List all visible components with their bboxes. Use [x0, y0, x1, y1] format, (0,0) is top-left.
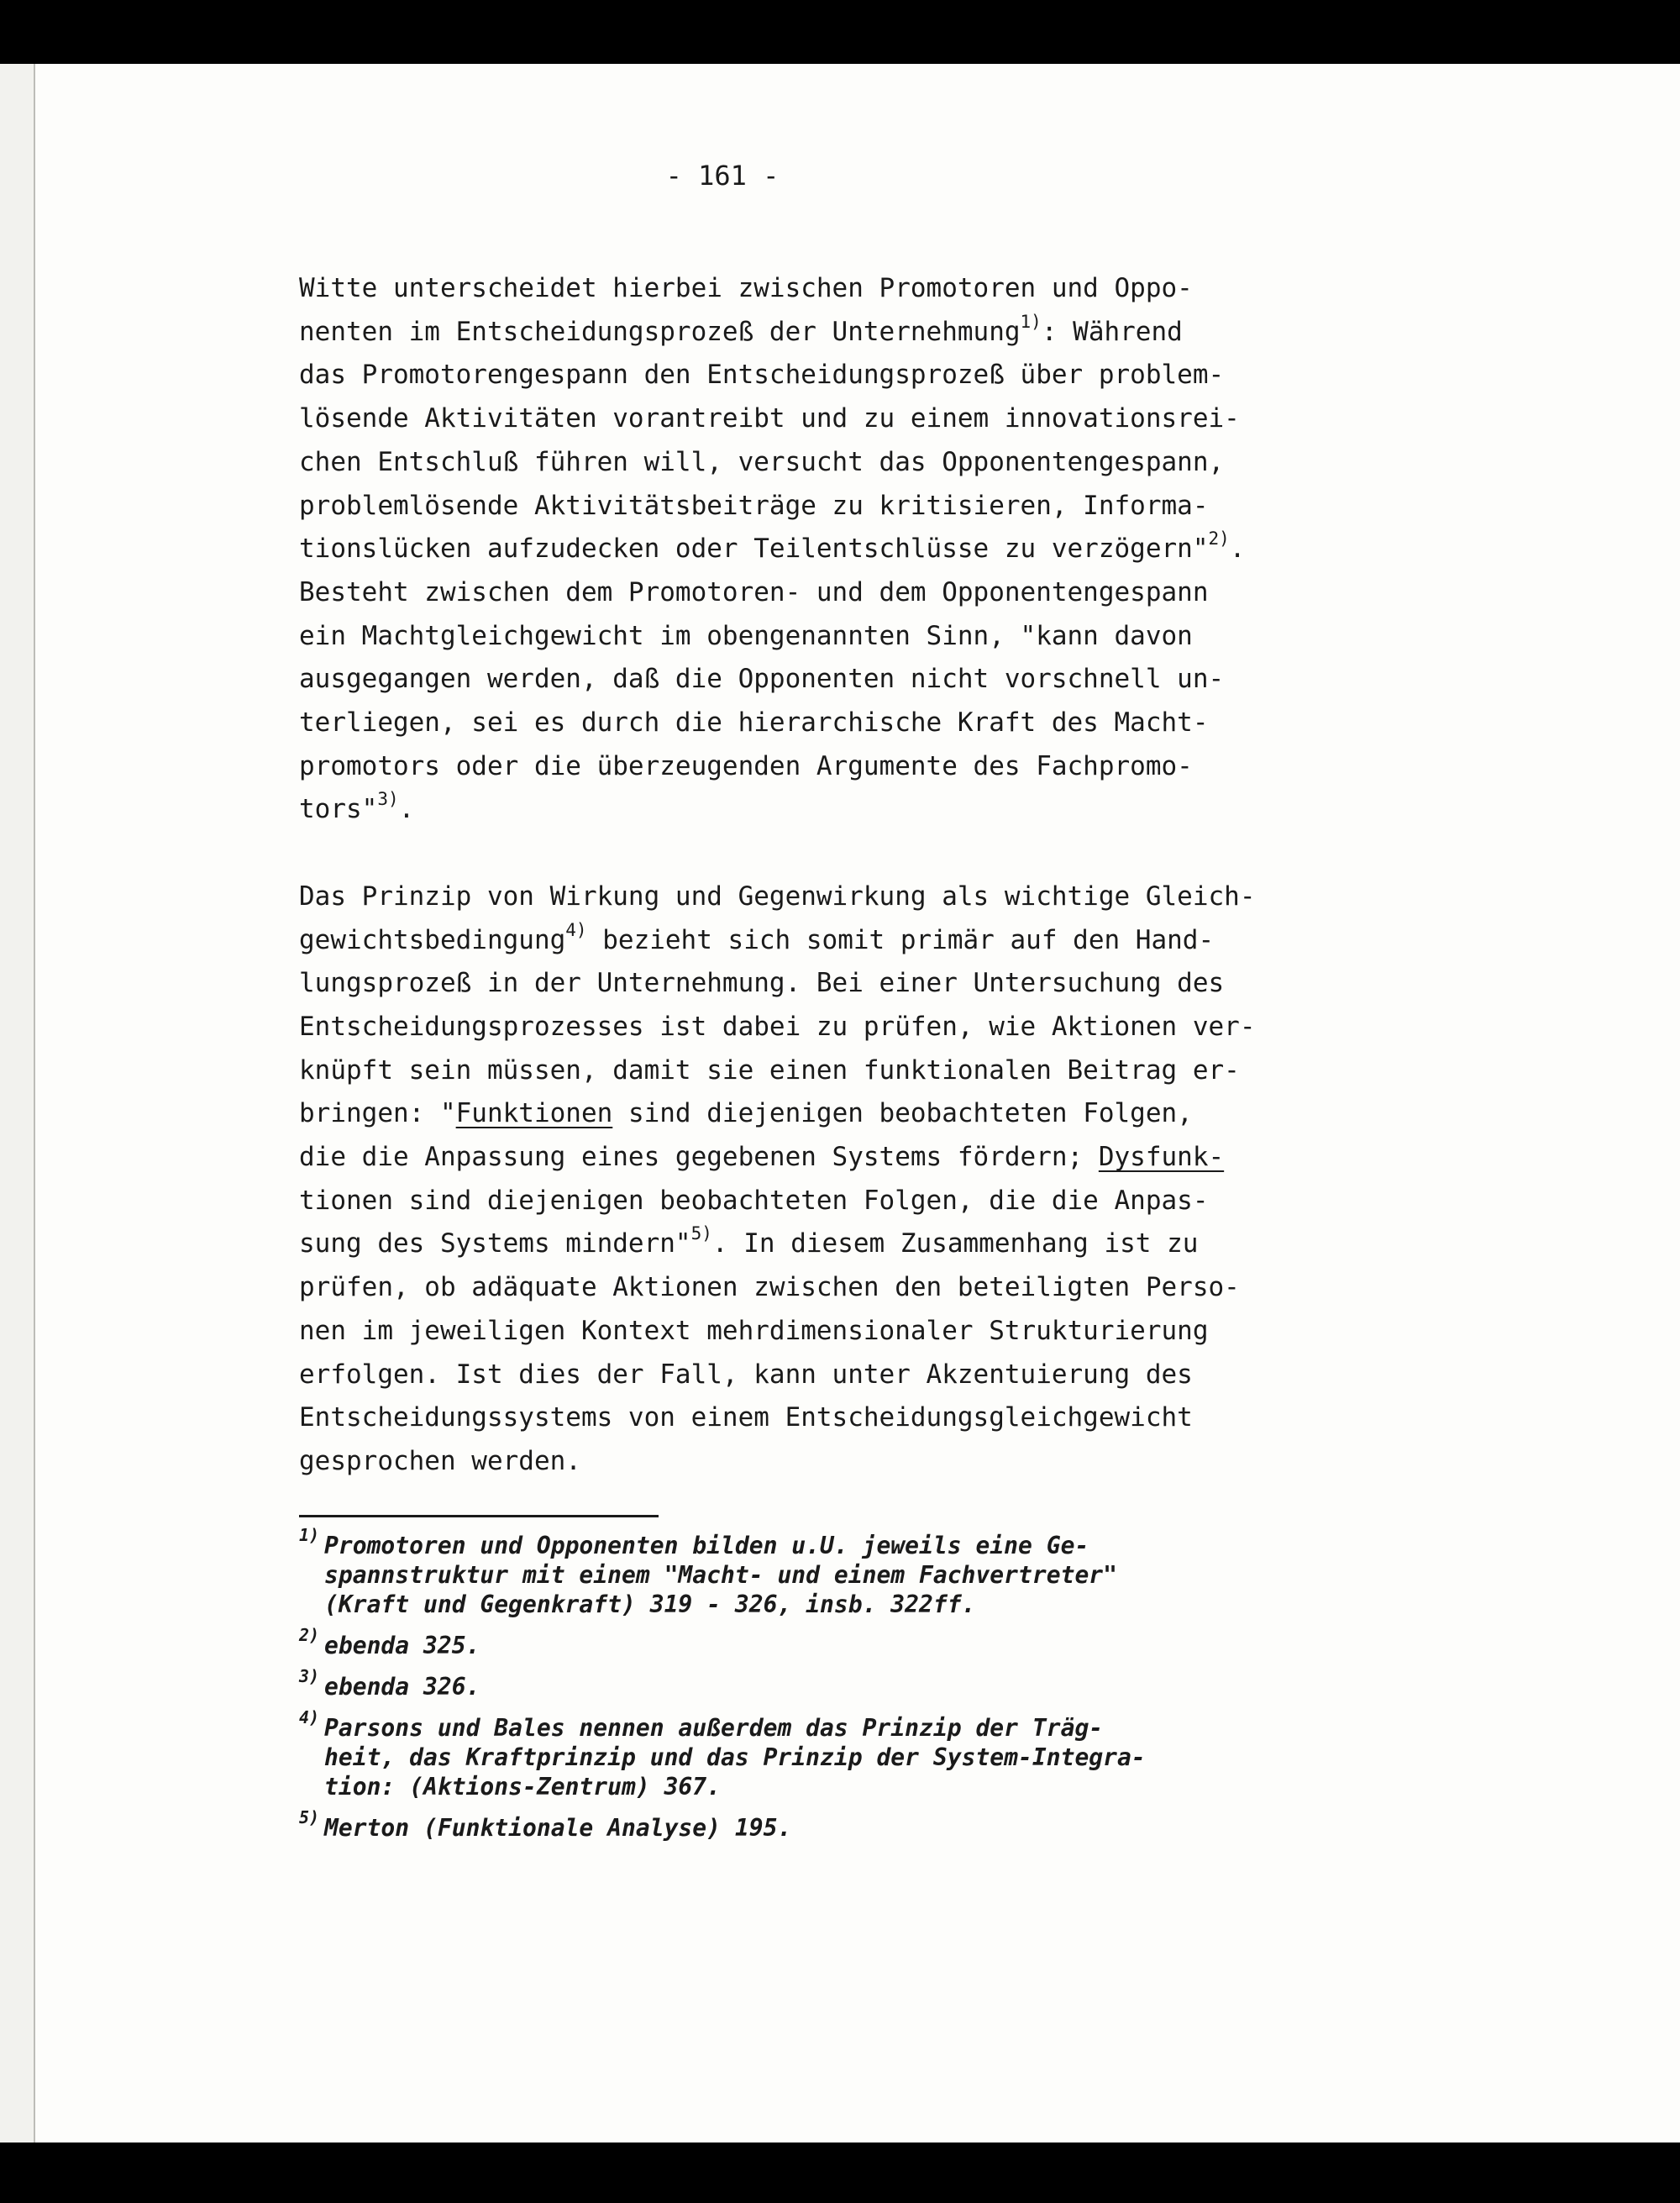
- text-segment: bezieht sich somit primär auf den Hand-: [586, 924, 1215, 955]
- page-number: - 161 -: [665, 160, 780, 192]
- text-line: terliegen, sei es durch die hierarchische Kraft des Macht-: [299, 707, 1209, 739]
- footnote-3: [299, 1666, 1408, 1701]
- footnote-separator: [299, 1515, 659, 1517]
- text-segment: sind diejenigen beobachteten Folgen,: [612, 1098, 1193, 1129]
- text-segment: : Während: [1041, 316, 1183, 347]
- footnote-reference: 2): [1208, 528, 1230, 549]
- text-line: gesprochen werden.: [299, 1445, 581, 1476]
- text-line: lungsprozeß in der Unternehmung. Bei einer Untersuchung des: [299, 968, 1225, 999]
- footnote-marker: 1): [299, 1525, 320, 1545]
- underlined-term: Funktionen: [455, 1098, 613, 1129]
- text-segment: nenten im Entscheidungsprozeß der Unternehmung: [299, 316, 1021, 347]
- text-line: Witte unterscheidet hierbei zwischen Promotoren und Oppo-: [299, 273, 1193, 303]
- text-segment: sung des Systems mindern": [299, 1228, 691, 1259]
- footnote-line: spannstruktur mit einem "Macht- und einem Fachvertreter": [324, 1561, 1118, 1589]
- footnote-2: [299, 1625, 1408, 1660]
- footnote-line: (Kraft und Gegenkraft) 319 - 326, insb. 322ff.: [324, 1590, 976, 1618]
- text-segment: die die Anpassung eines gegebenen Systems fördern;: [299, 1142, 1099, 1173]
- text-line: erfolgen. Ist dies der Fall, kann unter Akzentuierung des: [299, 1359, 1193, 1390]
- text-segment: bringen: ": [299, 1098, 456, 1129]
- paragraph-1: [299, 267, 1391, 832]
- footnote-line: ebenda 325.: [324, 1632, 480, 1659]
- footnote-marker: 4): [299, 1707, 320, 1727]
- footnote-reference: 5): [690, 1223, 712, 1244]
- footnote-line: ebenda 326.: [324, 1673, 480, 1701]
- footnote-line: Merton (Funktionale Analyse) 195.: [324, 1814, 792, 1842]
- footnote-line: tion: (Aktions-Zentrum) 367.: [324, 1773, 722, 1801]
- text-line: chen Entschluß führen will, versucht das Opponentengespann,: [299, 446, 1225, 477]
- text-line: prüfen, ob adäquate Aktionen zwischen den beteiligten Perso-: [299, 1272, 1240, 1303]
- text-line: Entscheidungsprozesses ist dabei zu prüfen, wie Aktionen ver-: [299, 1011, 1256, 1042]
- text-line: knüpft sein müssen, damit sie einen funktionalen Beitrag er-: [299, 1054, 1240, 1086]
- footnote-line: Parsons und Bales nennen außerdem das Prinzip der Träg-: [324, 1714, 1104, 1742]
- footnote-5: [299, 1807, 1408, 1843]
- footnote-line: Promotoren und Opponenten bilden u.U. jeweils eine Ge-: [324, 1532, 1089, 1559]
- text-line: das Promotorengespann den Entscheidungsprozeß über problem-: [299, 360, 1225, 391]
- footnote-reference: 1): [1020, 311, 1042, 332]
- paragraph-2: [299, 875, 1391, 1484]
- text-segment: . In diesem Zusammenhang ist zu: [711, 1228, 1199, 1259]
- text-segment: tionslücken aufzudecken oder Teilentschlüsse zu verzögern": [299, 534, 1209, 565]
- text-segment: .: [1229, 534, 1246, 565]
- text-line: [299, 311, 1391, 355]
- body-text: [299, 267, 1391, 1484]
- text-line: tionen sind diejenigen beobachteten Folgen, die die Anpas-: [299, 1185, 1209, 1216]
- text-line: nen im jeweiligen Kontext mehrdimensionaler Strukturierung: [299, 1315, 1209, 1346]
- text-line: ausgegangen werden, daß die Opponenten nicht vorschnell un-: [299, 664, 1225, 695]
- footnote-reference: 4): [565, 919, 587, 940]
- text-segment: tors": [299, 794, 378, 825]
- text-line: Besteht zwischen dem Promotoren- und dem Opponentengespann: [299, 576, 1209, 607]
- text-line: [299, 1136, 1391, 1180]
- underlined-term: Dysfunk-: [1098, 1142, 1225, 1173]
- text-line: promotors oder die überzeugenden Argumente des Fachpromo-: [299, 750, 1193, 781]
- footnote-marker: 5): [299, 1807, 320, 1827]
- footnote-marker: 2): [299, 1625, 320, 1645]
- text-line: [299, 788, 1391, 832]
- text-line: [299, 919, 1391, 963]
- footnote-reference: 3): [377, 789, 399, 810]
- footnote-1: [299, 1525, 1408, 1619]
- footnote-4: [299, 1707, 1408, 1801]
- footnote-marker: 3): [299, 1666, 320, 1686]
- footnotes: [299, 1525, 1408, 1854]
- text-line: lösende Aktivitäten vorantreibt und zu einem innovationsrei-: [299, 403, 1240, 434]
- text-line: Entscheidungssystems von einem Entscheidungsgleichgewicht: [299, 1402, 1193, 1433]
- text-line: [299, 1222, 1391, 1266]
- page-edge-strip: [0, 64, 35, 2143]
- text-line: Das Prinzip von Wirkung und Gegenwirkung als wichtige Gleich-: [299, 881, 1256, 912]
- text-segment: .: [398, 794, 415, 825]
- text-line: problemlösende Aktivitätsbeiträge zu kritisieren, Informa-: [299, 490, 1209, 521]
- footnote-line: heit, das Kraftprinzip und das Prinzip der System-Integra-: [324, 1743, 1146, 1771]
- text-line: ein Machtgleichgewicht im obengenannten Sinn, "kann davon: [299, 620, 1193, 651]
- text-segment: gewichtsbedingung: [299, 924, 566, 955]
- text-line: [299, 528, 1391, 571]
- text-line: [299, 1092, 1391, 1136]
